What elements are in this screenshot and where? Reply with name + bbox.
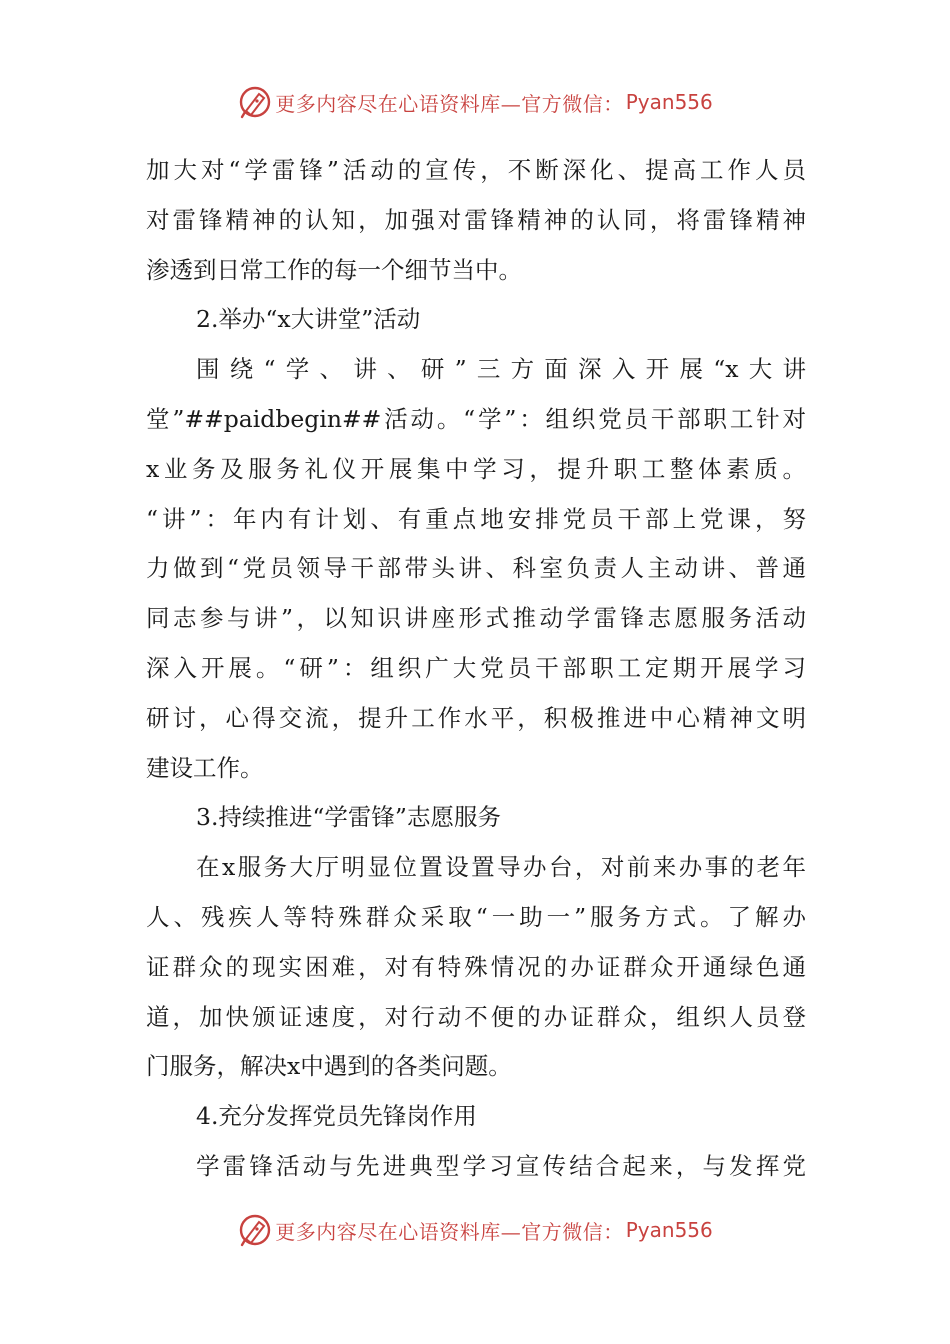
text-line: 学雷锋活动与先进典型学习宣传结合起来，与发挥党 — [196, 1151, 806, 1180]
text-line: 证群众的现实困难，对有特殊情况的办证群众开通绿色通 — [146, 952, 806, 981]
text-line: 对雷锋精神的认知，加强对雷锋精神的认同，将雷锋精神 — [146, 205, 806, 234]
document-body — [146, 146, 806, 1192]
text-line: 加大对“学雷锋”活动的宣传，不断深化、提高工作人员 — [146, 156, 806, 184]
header-brand-text: 更多内容尽在心语资料库—官方微信： — [275, 91, 624, 116]
footer-wechat-id: Pyan556 — [625, 1218, 713, 1242]
section-heading: 2.举办“x大讲堂”活动 — [196, 305, 421, 334]
section-heading: 3.持续推进“学雷锋”志愿服务 — [196, 803, 501, 832]
text-line: 同志参与讲”，以知识讲座形式推动学雷锋志愿服务活动 — [146, 604, 806, 633]
section-heading: 4.充分发挥党员先锋岗作用 — [196, 1102, 477, 1131]
header-banner — [0, 82, 950, 122]
text-line: 围绕“学、讲、研”三方面深入开展“x大讲 — [196, 355, 806, 384]
text-line: 研讨，心得交流，提升工作水平，积极推进中心精神文明 — [146, 703, 806, 732]
text-line: “讲”：年内有计划、有重点地安排党员干部上党课，努 — [146, 504, 806, 533]
header-wechat-id: Pyan556 — [625, 90, 713, 114]
footer-brand-text: 更多内容尽在心语资料库—官方微信： — [275, 1219, 624, 1244]
pen-nib-circle-logo-icon — [237, 84, 273, 120]
text-line: 建设工作。 — [146, 753, 264, 782]
text-line: 道，加快颁证速度，对行动不便的办证群众，组织人员登 — [146, 1002, 806, 1031]
text-line: 人、残疾人等特殊群众采取“一助一”服务方式。了解办 — [146, 902, 806, 931]
text-line: 门服务，解决x中遇到的各类问题。 — [146, 1052, 512, 1081]
pen-nib-circle-logo-icon — [237, 1212, 273, 1248]
text-line: 深入开展。“研”：组织广大党员干部职工定期开展学习 — [146, 653, 806, 682]
text-line: x业务及服务礼仪开展集中学习，提升职工整体素质。 — [146, 454, 806, 483]
text-line: 渗透到日常工作的每一个细节当中。 — [146, 255, 522, 284]
text-line: 堂”##paidbegin##活动。“学”：组织党员干部职工针对 — [146, 404, 806, 433]
text-line: 力做到“党员领导干部带头讲、科室负责人主动讲、普通 — [146, 554, 806, 583]
text-line: 在x服务大厅明显位置设置导办台，对前来办事的老年 — [196, 853, 806, 882]
footer-banner — [0, 1210, 950, 1250]
